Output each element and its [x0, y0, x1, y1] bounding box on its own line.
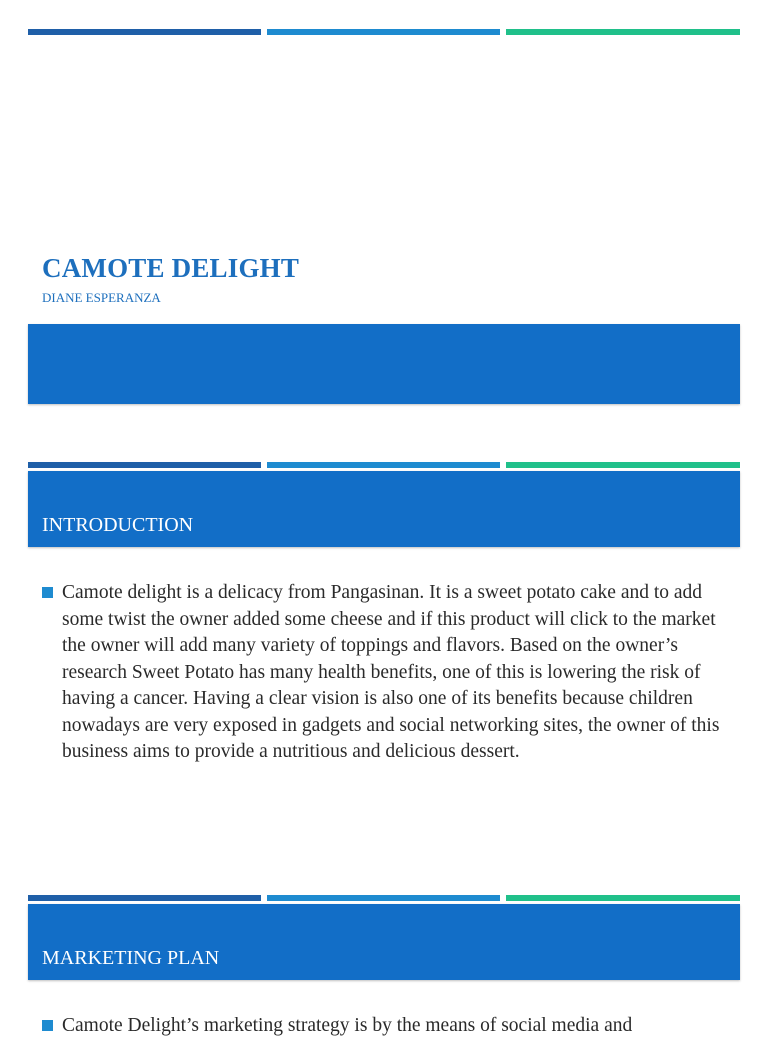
- accent-bar-light-blue: [267, 895, 500, 901]
- bullet-item: [42, 580, 732, 766]
- accent-bar-green: [506, 29, 740, 35]
- slide-subtitle: DIANE ESPERANZA: [42, 290, 161, 305]
- bullet-text: Camote Delight’s marketing strategy is by the means of social media and: [62, 1015, 633, 1036]
- bullet-text: Camote delight is a delicacy from Pangasinan. It is a sweet potato cake and to add some twist the owner added some cheese and if this product will click to the market the owner will add many variety of toppings and flavors. Based on the owner’s research Sweet Potato has many health benefits, one of this is lowering the risk of having a cancer. Having a clear vision is also one of its benefits because children nowadays are very exposed in gadgets and social networking sites, the owner of this business aims to provide a nutritious and delicious dessert.: [62, 582, 720, 762]
- title-block: [42, 252, 299, 306]
- accent-bar-dark-blue: [28, 29, 261, 35]
- square-bullet-icon: [42, 1020, 53, 1031]
- accent-bar-green: [506, 462, 740, 468]
- accent-bar-green: [506, 895, 740, 901]
- slide-title: CAMOTE DELIGHT: [42, 253, 300, 283]
- bullet-item: [42, 1013, 732, 1040]
- section-heading: MARKETING PLAN: [42, 947, 220, 969]
- accent-bar-dark-blue: [28, 895, 261, 901]
- section-header-band: [28, 471, 740, 547]
- accent-bar-dark-blue: [28, 462, 261, 468]
- accent-bar-light-blue: [267, 462, 500, 468]
- accent-bar-light-blue: [267, 29, 500, 35]
- section-header-band: [28, 904, 740, 980]
- title-blue-band: [28, 324, 740, 404]
- square-bullet-icon: [42, 587, 53, 598]
- section-heading: INTRODUCTION: [42, 514, 194, 536]
